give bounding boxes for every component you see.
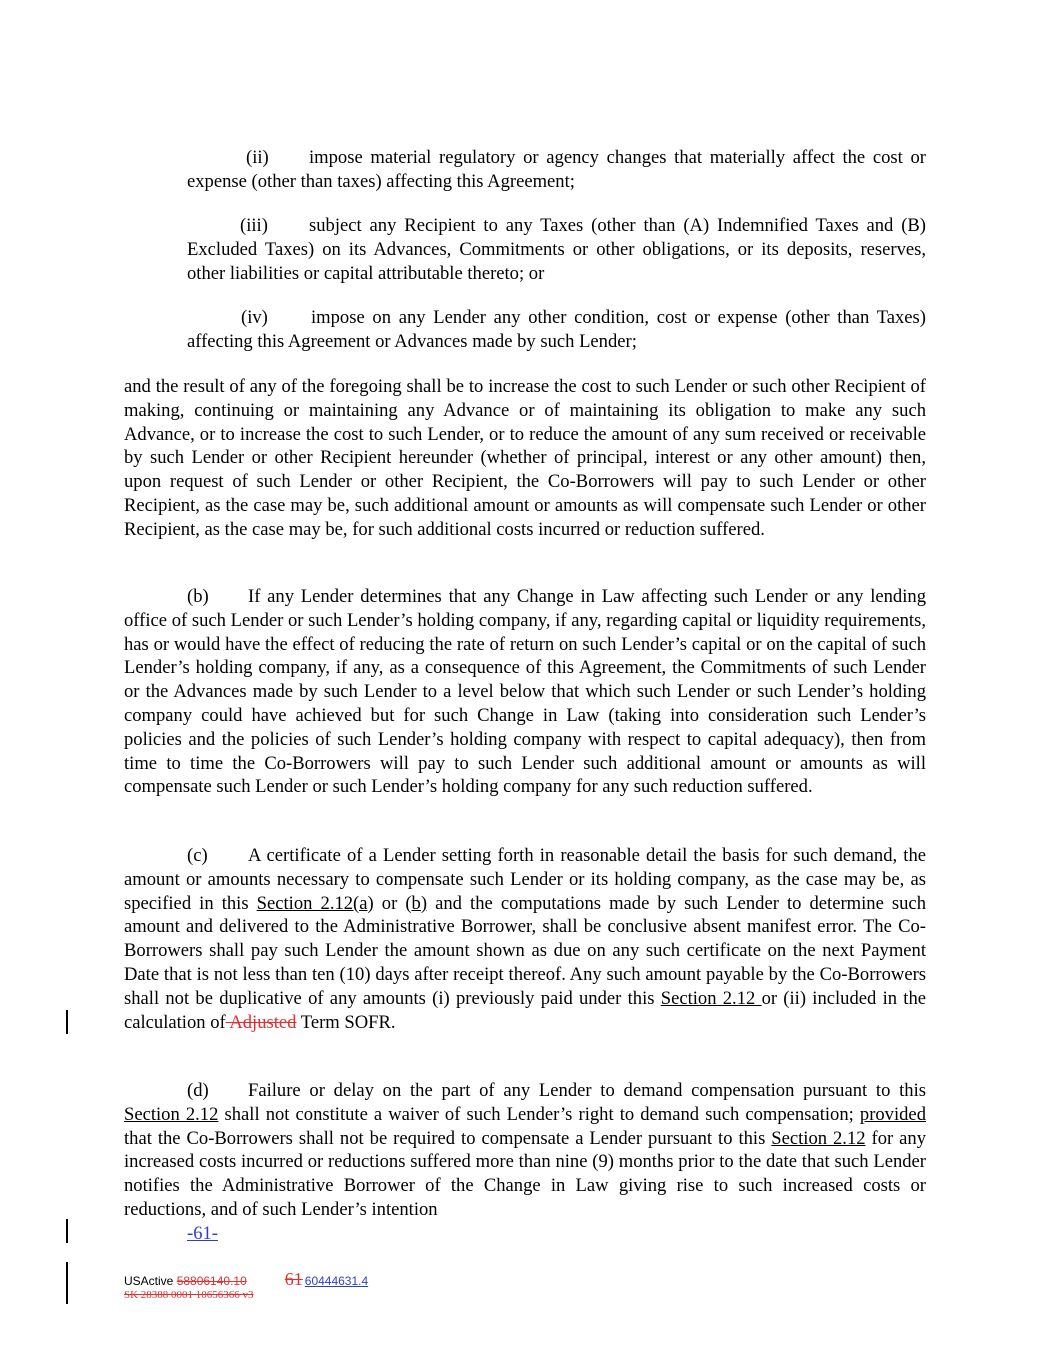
footer-new-id: 60444631.4 <box>304 1274 369 1288</box>
page-number: -61- <box>187 1223 218 1244</box>
paragraph-b-label: (b) <box>187 586 209 607</box>
paragraph-d <box>124 1079 926 1222</box>
footer-prefix: USActive <box>124 1274 177 1288</box>
clause-iv <box>187 306 926 354</box>
clause-iii-label: (iii) <box>240 215 268 236</box>
clause-ii-label: (ii) <box>246 147 269 168</box>
page-number-line <box>124 1222 224 1245</box>
section-ref-2-12-a[interactable]: Section 2.12 <box>124 1103 219 1125</box>
paragraph-c-text-2: or <box>373 892 406 914</box>
paragraph-d-text-1: Failure or delay on the part of any Lender to demand compensation pursuant to this <box>248 1080 926 1101</box>
change-bar <box>66 1010 68 1034</box>
deleted-text-adjusted: Adjusted <box>225 1011 297 1033</box>
paragraph-d-text-3: that the Co-Borrowers shall not be required to compensate a Lender pursuant to this <box>124 1127 772 1149</box>
provided-term: provided <box>859 1103 926 1125</box>
footer-old-id: 58806140.10 <box>176 1274 247 1288</box>
clause-iii-text: subject any Recipient to any Taxes (other than (A) Indemnified Taxes and (B) Excluded Taxes) on its Advances, Commitments or other obligations, or its deposits, reserves, other liabilities or capital attributable thereto; or <box>187 215 926 284</box>
section-ref-2-12a[interactable]: Section 2.12(a) <box>256 892 374 914</box>
result-paragraph: and the result of any of the foregoing shall be to increase the cost to such Lender or such other Recipient of making, continuing or maintaining any Advance or of maintaining its obligation to make any such Advance, or to increase the cost to such Lender, or to reduce the amount of any sum received or receivable by such Lender or other Recipient hereunder (whether of principal, interest or any other amount) then, upon request of such Lender or other Recipient, the Co-Borrowers will pay to such Lender or other Recipient, as the case may be, such additional amount or amounts as will compensate such Lender or other Recipient, as the case may be, for such additional costs incurred or reduction suffered. <box>124 376 926 540</box>
inserted-tab <box>124 1222 187 1240</box>
paragraph-c-text-1: A certificate of a Lender setting forth in reasonable detail the basis for such demand, the amount or amounts necessary to compensate such Lender or its holding company, as the case may be, as specified in this <box>124 845 926 914</box>
section-ref-2-12[interactable]: Section 2.12 <box>660 987 762 1009</box>
paragraph-b <box>124 585 926 799</box>
change-bar <box>66 1262 68 1304</box>
section-ref-b[interactable]: (b) <box>405 892 428 914</box>
paragraph-c-label: (c) <box>187 845 208 866</box>
change-bar <box>66 1219 68 1243</box>
clause-ii-text: impose material regulatory or agency changes that materially affect the cost or expense (other than taxes) affecting this Agreement; <box>187 147 926 192</box>
paragraph-c-text-4: or (ii) included in the calculation of <box>124 987 926 1033</box>
footer-old-page: 61 <box>284 1269 303 1289</box>
footer-doc-id <box>124 1269 368 1290</box>
footer-deleted-line: SK 28388 0001 10656366 v3 <box>124 1289 254 1301</box>
paragraph-d-text-2: shall not constitute a waiver of such Lender’s right to demand such compensation; <box>218 1103 860 1125</box>
clause-iii <box>187 214 926 285</box>
paragraph-c <box>124 844 926 1034</box>
clause-iv-text: impose on any Lender any other condition, cost or expense (other than Taxes) affecting this Agreement or Advances made by such Lender; <box>187 307 926 352</box>
paragraph-c-text-3: and the computations made by such Lender to determine such amount and delivered to the Administrative Borrower, shall be conclusive absent manifest error. The Co-Borrowers shall pay such Lender the amount shown as due on any such certificate on the next Payment Date that is not less than ten (10) days after receipt thereof. Any such amount payable by the Co-Borrowers shall not be duplicative of any amounts (i) previously paid under this <box>124 892 926 1009</box>
section-ref-2-12-b[interactable]: Section 2.12 <box>771 1127 866 1149</box>
paragraph-d-text-4: for any increased costs incurred or reductions suffered more than nine (9) months prior to the date that such Lender notifies the Administrative Borrower of the Change in Law giving rise to such increased costs or reductions, and of such Lender’s intention <box>124 1127 927 1220</box>
paragraph-b-text: If any Lender determines that any Change in Law affecting such Lender or any lending office of such Lender or such Lender’s holding company, if any, regarding capital or liquidity requirements, has or would have the effect of reducing the rate of return on such Lender’s capital or on the capital of such Lender’s holding company, if any, as a consequence of this Agreement, the Commitments of such Lender or the Advances made by such Lender to a level below that which such Lender or such Lender’s holding company could have achieved but for such Change in Law (taking into consideration such Lender’s policies and the policies of such Lender’s holding company with respect to capital adequacy), then from time to time the Co-Borrowers will pay to such Lender such additional amount or amounts as will compensate such Lender or such Lender’s holding company for any such reduction suffered. <box>124 586 926 798</box>
clause-iv-label: (iv) <box>241 307 268 328</box>
clause-ii <box>187 146 926 194</box>
paragraph-c-text-5: Term SOFR. <box>296 1011 396 1033</box>
paragraph-d-label: (d) <box>187 1080 209 1101</box>
